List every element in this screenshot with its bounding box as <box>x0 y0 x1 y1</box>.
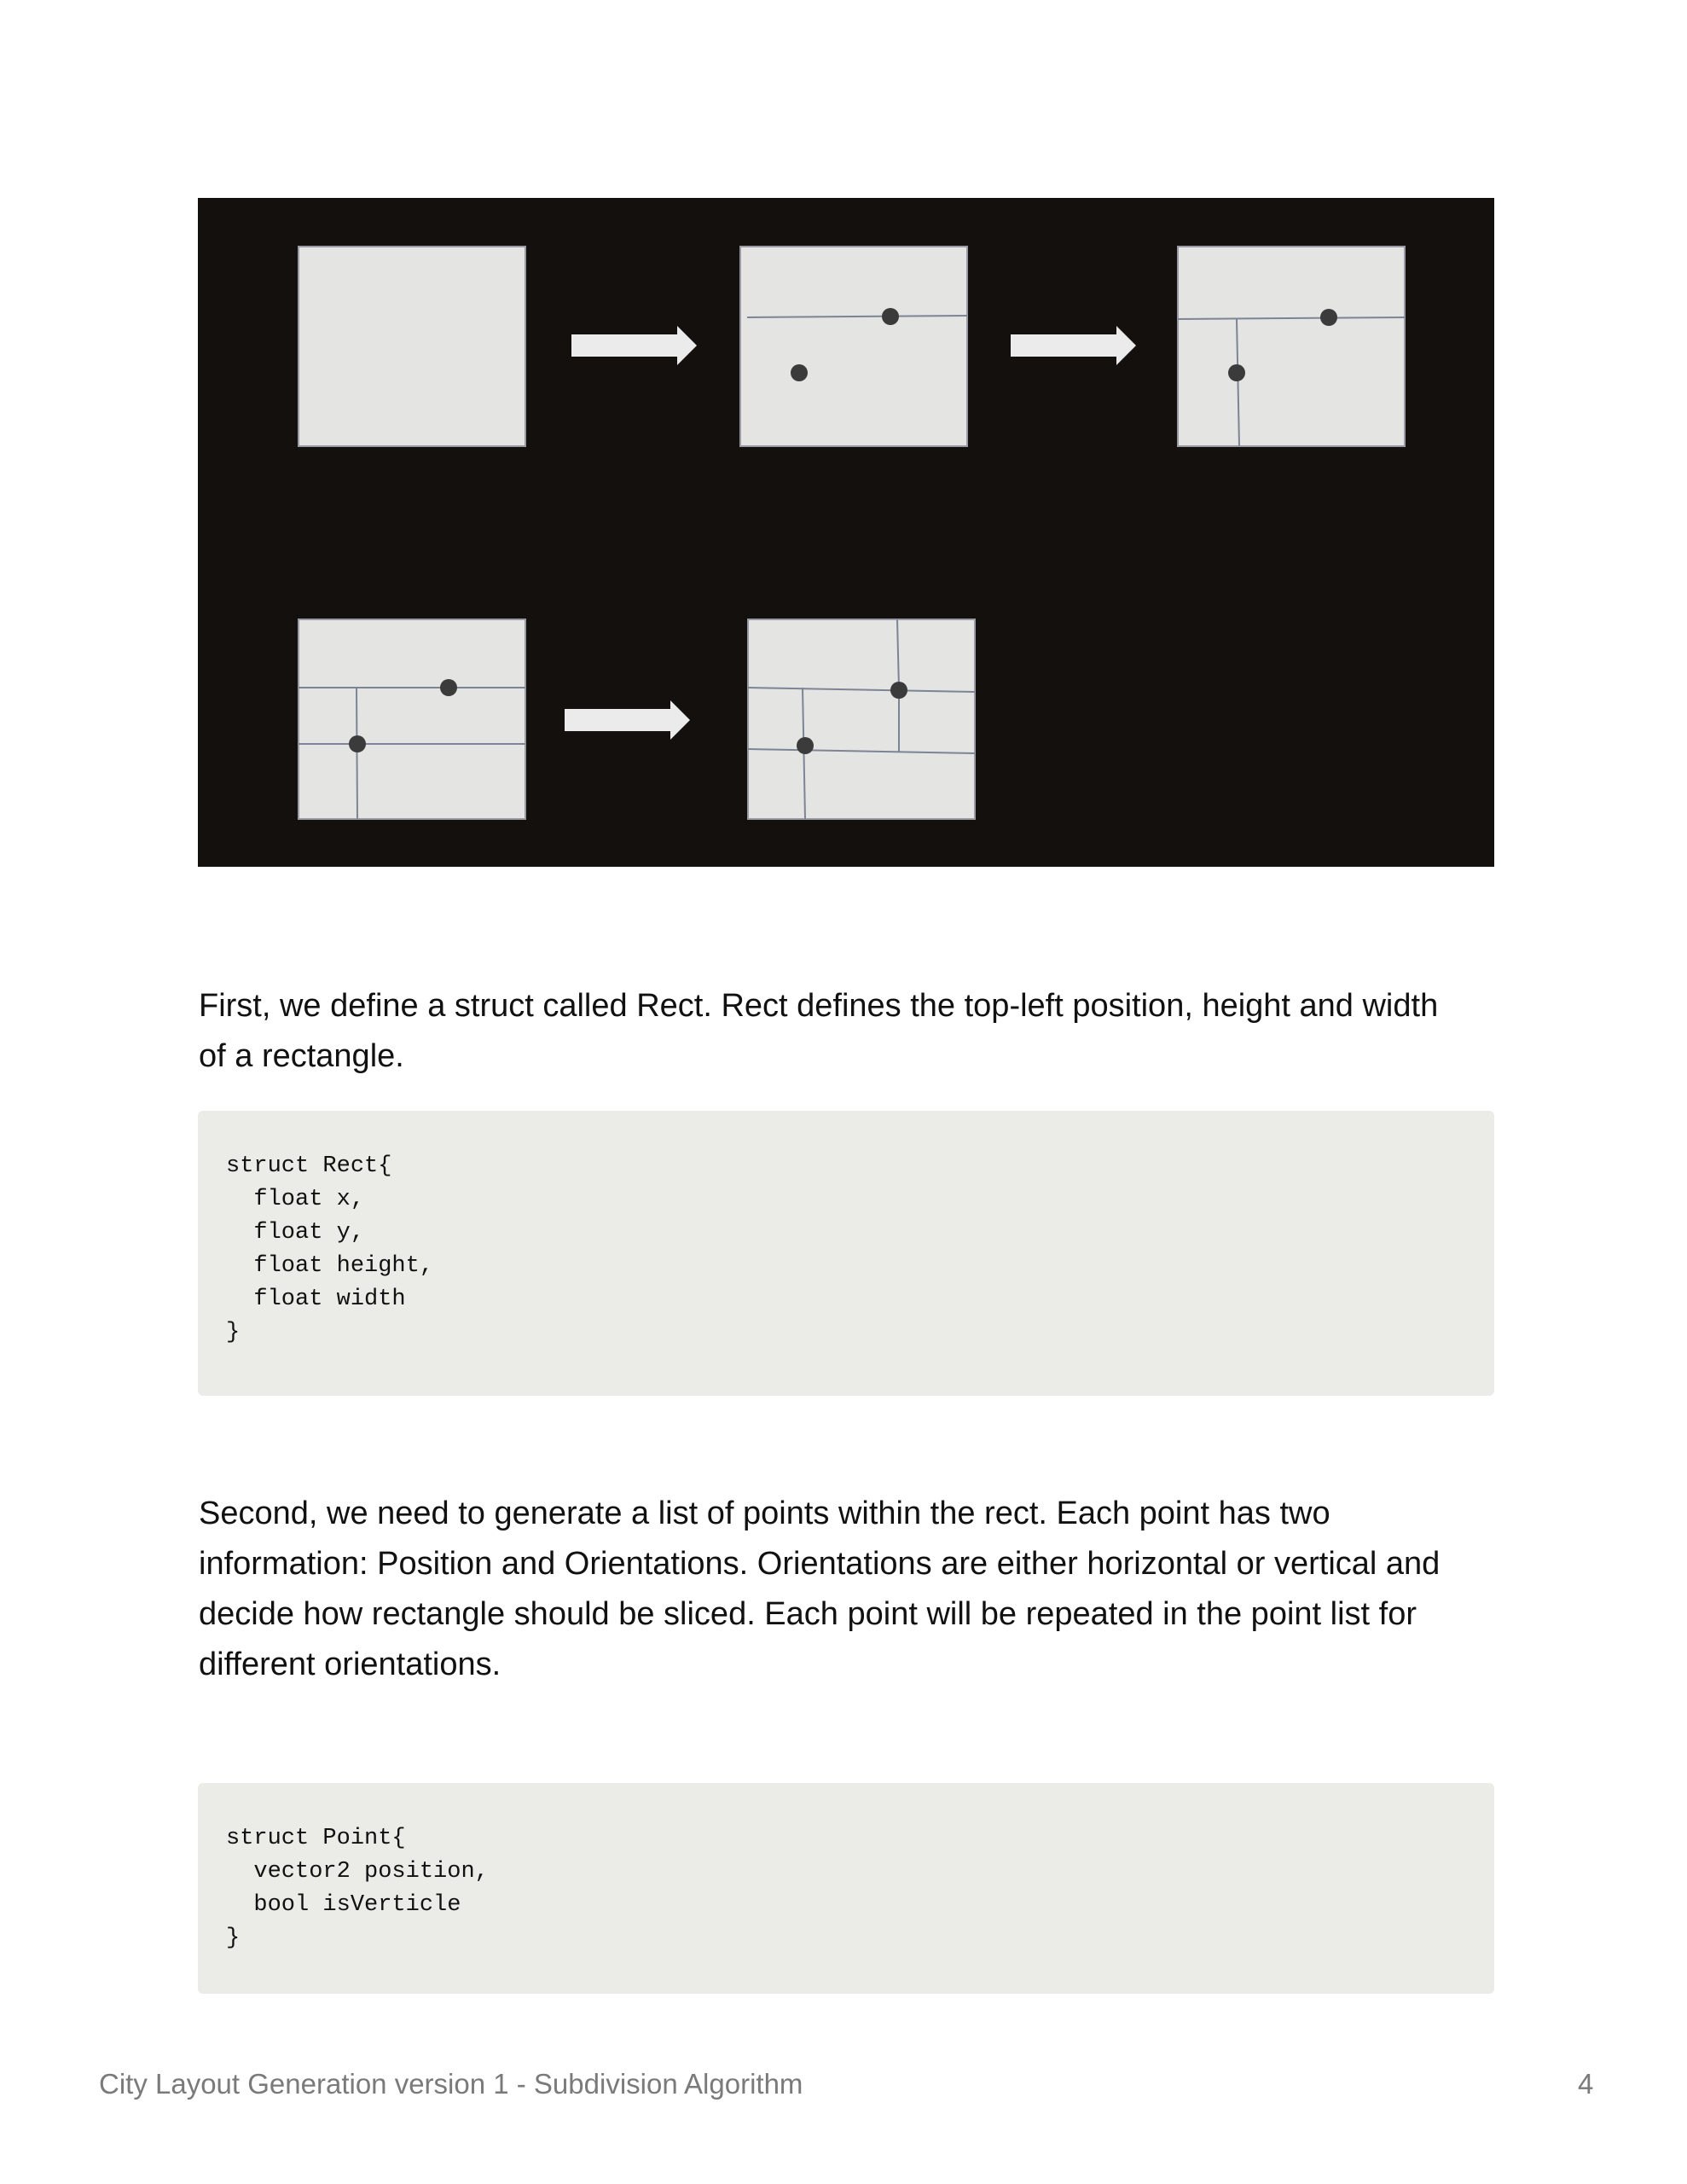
split-point <box>797 737 814 754</box>
paragraph-line: Second, we need to generate a list of points within the rect. Each point has two <box>199 1496 1330 1531</box>
panel-rect <box>1178 247 1405 446</box>
split-point <box>890 682 907 699</box>
code-line: float y, <box>226 1220 365 1246</box>
code-line: } <box>226 1320 241 1345</box>
page-number: 4 <box>1578 2068 1594 2100</box>
split-point <box>791 364 808 381</box>
panel-rect <box>740 247 967 446</box>
step-1-panel <box>299 247 525 446</box>
paragraph-rect-intro <box>199 981 1504 1082</box>
step-2-panel <box>740 247 967 446</box>
code-line: float width <box>226 1287 406 1312</box>
code-line: bool isVerticle <box>226 1892 461 1918</box>
arrow-right-icon <box>571 326 697 365</box>
arrow-right-icon <box>1011 326 1136 365</box>
panel-rect <box>748 619 975 819</box>
subdivision-diagram-svg <box>198 198 1494 867</box>
paragraph-line: of a rectangle. <box>199 1038 404 1074</box>
paragraph-line: First, we define a struct called Rect. Rect defines the top-left position, height and width <box>199 988 1439 1024</box>
paragraph-points-intro <box>199 1489 1504 1690</box>
arrow-right-icon <box>565 700 690 740</box>
code-line: float height, <box>226 1253 434 1279</box>
code-block-rect <box>198 1111 1494 1396</box>
step-3-panel <box>1178 247 1405 446</box>
split-point <box>349 735 366 752</box>
step-4-panel <box>299 619 525 819</box>
paragraph-line: decide how rectangle should be sliced. Each point will be repeated in the point list for <box>199 1596 1417 1632</box>
code-line: struct Rect{ <box>226 1153 392 1179</box>
split-point <box>882 308 899 325</box>
code-block-point <box>198 1783 1494 1994</box>
split-point <box>1320 309 1337 326</box>
footer-document-title: City Layout Generation version 1 - Subdivision Algorithm <box>99 2068 803 2100</box>
paragraph-line: different orientations. <box>199 1647 501 1682</box>
split-point <box>440 679 457 696</box>
subdivision-diagram <box>198 198 1494 867</box>
code-line: } <box>226 1926 241 1951</box>
step-5-panel <box>748 619 975 819</box>
panel-rect <box>299 619 525 819</box>
paragraph-line: information: Position and Orientations. Orientations are either horizontal or vertical and <box>199 1546 1441 1582</box>
panel-rect <box>299 247 525 446</box>
code-line: float x, <box>226 1187 365 1212</box>
code-line: vector2 position, <box>226 1859 489 1885</box>
code-line: struct Point{ <box>226 1826 406 1851</box>
split-point <box>1228 364 1245 381</box>
